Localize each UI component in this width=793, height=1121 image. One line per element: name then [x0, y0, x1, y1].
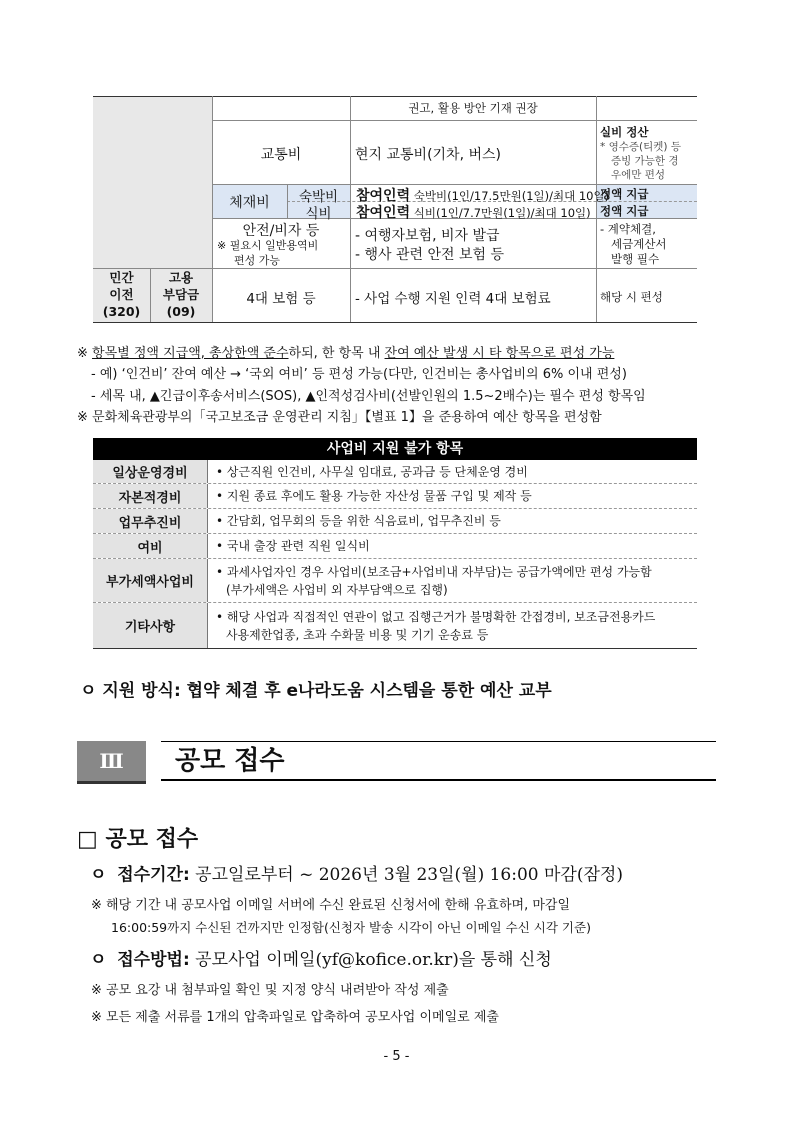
row-label: 여비: [93, 534, 208, 558]
subsection-title: □ 공모 접수: [77, 827, 199, 852]
table-row: [93, 534, 697, 559]
transport-note-title: 실비 정산: [600, 125, 649, 139]
note-1: ※ 항목별 정액 지급액, 총상한액 준수하되, 한 항목 내 잔여 예산 발생 시 타 항목으로 편성 가능: [77, 346, 615, 361]
transport-note-2: 증빙 가능한 경: [611, 155, 679, 167]
support-method: ㅇ 지원 방식: 협약 체결 후 e나라도움 시스템을 통한 예산 교부: [80, 681, 552, 701]
lodging-label: 숙박비: [298, 189, 339, 205]
safety-note-2: 세금계산서: [611, 237, 667, 251]
section-title: 공모 접수: [161, 741, 716, 781]
row-text: • 상근직원 인건비, 사무실 임대료, 공과금 등 단체운영 경비: [216, 464, 528, 479]
safety-note-1: - 계약체결,: [600, 222, 656, 236]
period-note-2: 16:00:59까지 수신된 건까지만 인정함(신청자 발송 시각이 아닌 이메일 수신 시각 기준): [111, 920, 591, 935]
row-text: • 해당 사업과 직접적인 연관이 없고 집행근거가 불명확한 간접경비, 보조금전용카드 사용제한업종, 초과 수화물 비용 및 기기 운송료 등: [216, 609, 656, 642]
budget-table: [93, 96, 697, 322]
table-left-shade: [93, 96, 212, 268]
row-label: 자본적경비: [93, 484, 208, 508]
safety-desc-2: - 행사 관련 안전 보험 등: [355, 247, 505, 263]
row-label: 업무추진비: [93, 509, 208, 533]
transport-note-3: 우에만 편성: [611, 169, 666, 181]
meal-note: 정액 지급: [600, 204, 649, 218]
section-number: Ⅲ: [77, 741, 146, 784]
row-text: • 과세사업자인 경우 사업비(보조금+사업비내 자부담)는 공급가액에만 편성 가능함 (부가세액은 사업비 외 자부담액으로 집행): [216, 564, 652, 597]
table-row: [93, 509, 697, 534]
table-row: [93, 484, 697, 509]
row-label: 기타사항: [93, 603, 208, 648]
employ-note: 해당 시 편성: [600, 290, 663, 304]
period-note-1: ※ 해당 기간 내 공모사업 이메일 서버에 수신 완료된 신청서에 한해 유효하며, 마감일: [91, 898, 571, 913]
forbidden-items-table: [93, 438, 697, 649]
table-row: [93, 603, 697, 649]
note-2: - 예) ‘인건비’ 잔여 예산 → ‘국외 여비’ 등 편성 가능(다만, 인건비는 총사업비의 6% 이내 편성): [91, 367, 627, 382]
transport-label: 교통비: [260, 147, 302, 163]
period-line: ㅇ 접수기간: 공고일로부터 ~ 2026년 3월 23일(월) 16:00 마감(잠정): [90, 865, 623, 885]
transport-desc: 현지 교통비(기차, 버스): [355, 147, 501, 163]
row-text: • 지원 종료 후에도 활용 가능한 자산성 물품 구입 및 제작 등: [216, 489, 532, 503]
lodging-desc: 참여인력 숙박비(1인/17.5만원(1일)/최대 10일): [356, 188, 610, 204]
row-label: 부가세액사업비: [93, 559, 208, 602]
table-row: [93, 559, 697, 603]
method-line: ㅇ 접수방법: 공모사업 이메일(yf@kofice.or.kr)을 통해 신청: [90, 950, 552, 970]
row-label: 일상운영경비: [93, 460, 208, 483]
note-3: - 세목 내, ▲긴급이후송서비스(SOS), ▲인적성검사비(선발인원의 1.5~2배수)는 필수 편성 항목임: [91, 389, 646, 404]
safety-note-3: 발행 필수: [611, 252, 660, 266]
safety-sub-1: ※ 필요시 일반용역비: [217, 239, 319, 252]
meal-desc: 참여인력 식비(1인/7.7만원(1일)/최대 10일): [356, 205, 591, 221]
note-4: ※ 문화체육관광부의「국고보조금 운영관리 지침」【별표 1】을 준용하여 예산 항목을 편성함: [77, 410, 602, 425]
safety-label: 안전/비자 등: [242, 223, 320, 239]
method-note-2: ※ 모든 제출 서류를 1개의 압축파일로 압축하여 공모사업 이메일로 제출: [91, 1010, 499, 1025]
page-number: - 5 -: [383, 1049, 410, 1064]
forbidden-table-title: 사업비 지원 불가 항목: [93, 438, 697, 460]
lodging-note: 정액 지급: [600, 187, 649, 201]
method-note-1: ※ 공모 요강 내 첨부파일 확인 및 지정 양식 내려받아 작성 제출: [91, 983, 449, 998]
employ-item: 4대 보험 등: [246, 291, 316, 307]
safety-sub-2: 편성 가능: [234, 254, 281, 267]
cell-recommend: 권고, 활용 방안 기재 권장: [408, 101, 538, 115]
transport-note-1: * 영수증(티켓) 등: [600, 141, 681, 153]
employ-label: 고용 부담금 (09): [162, 270, 200, 319]
private-transfer-label: 민간 이전 (320): [102, 270, 141, 319]
row-text: • 간담회, 업무회의 등을 위한 식음료비, 업무추진비 등: [216, 514, 501, 528]
stay-group-label: 체재비: [229, 195, 270, 211]
table-row: [93, 460, 697, 484]
meal-label: 식비: [305, 206, 332, 222]
employ-desc: - 사업 수행 지원 인력 4대 보험료: [355, 291, 551, 307]
safety-desc-1: - 여행자보험, 비자 발급: [355, 228, 500, 244]
row-text: • 국내 출장 관련 직원 일식비: [216, 539, 370, 553]
